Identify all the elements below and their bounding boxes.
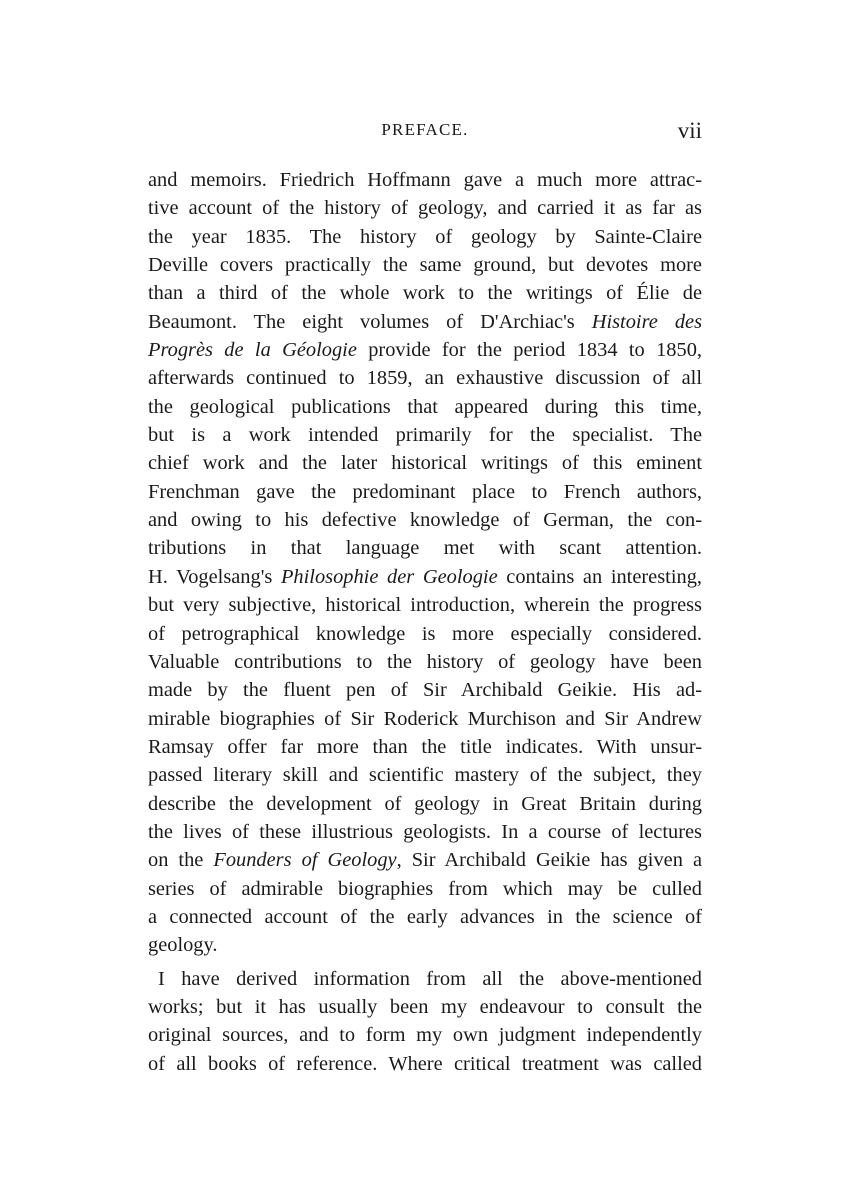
text-line xyxy=(148,620,702,648)
text-run: a connected account of the early advances in the science of xyxy=(148,905,702,928)
text-line xyxy=(148,931,702,959)
text-run: original sources, and to form my own judgment independently xyxy=(148,1024,702,1047)
text-run: the geological publications that appeared during this time, xyxy=(148,395,702,418)
text-run: chief work and the later historical writings of this eminent xyxy=(148,452,702,475)
text-line xyxy=(148,790,702,818)
text-line xyxy=(148,563,702,591)
text-run: Frenchman gave the predominant place to French authors, xyxy=(148,480,702,503)
text-run: than a third of the whole work to the writings of Élie de xyxy=(148,282,702,305)
text-line xyxy=(148,364,702,392)
text-run: provide for the period 1834 to 1850, xyxy=(356,339,702,362)
text-run: contains an interesting, xyxy=(497,565,702,588)
text-run: works; but it has usually been my endeavour to consult the xyxy=(148,995,702,1018)
text-line xyxy=(148,478,702,506)
text-line xyxy=(148,733,702,761)
text-line xyxy=(148,1050,702,1078)
text-run: Deville covers practically the same ground, but devotes more xyxy=(148,254,702,277)
text-run: H. Vogelsang's xyxy=(148,565,281,588)
text-run: the year 1835. The history of geology by Sainte-Claire xyxy=(148,225,702,248)
text-run: of petrographical knowledge is more especially considered. xyxy=(148,622,702,645)
text-run: passed literary skill and scientific mastery of the subject, they xyxy=(148,764,702,787)
text-line xyxy=(148,308,702,336)
text-line xyxy=(148,591,702,619)
text-line xyxy=(148,676,702,704)
text-line xyxy=(148,875,702,903)
text-line xyxy=(148,251,702,279)
text-run: but is a work intended primarily for the specialist. The xyxy=(148,424,702,447)
text-line xyxy=(148,166,702,194)
text-line xyxy=(148,534,702,562)
text-run: afterwards continued to 1859, an exhaustive discussion of all xyxy=(148,367,702,390)
text-line xyxy=(148,421,702,449)
running-title: PREFACE. xyxy=(381,120,469,139)
italic-title: Founders of Geology xyxy=(213,849,397,872)
text-line xyxy=(148,648,702,676)
italic-title: Histoire des xyxy=(591,310,703,333)
text-line xyxy=(148,194,702,222)
running-head xyxy=(148,118,702,148)
text-line xyxy=(148,1021,702,1049)
text-line xyxy=(148,279,702,307)
text-run: on the xyxy=(148,849,214,872)
text-run: describe the development of geology in Great Britain during xyxy=(148,792,702,815)
text-line xyxy=(148,993,702,1021)
text-line xyxy=(148,449,702,477)
text-line xyxy=(148,705,702,733)
text-line xyxy=(148,336,702,364)
text-run: and memoirs. Friedrich Hoffmann gave a much more attrac- xyxy=(148,169,702,191)
text-run: Valuable contributions to the history of geology have been xyxy=(148,650,702,673)
italic-title: Progrès de la Géologie xyxy=(148,339,357,362)
text-run: but very subjective, historical introduction, wherein the progress xyxy=(148,594,702,617)
text-run: tive account of the history of geology, and carried it as far as xyxy=(148,197,702,220)
text-run: tributions in that language met with scant attention. xyxy=(148,537,702,560)
text-line xyxy=(148,846,702,874)
text-run: mirable biographies of Sir Roderick Murchison and Sir Andrew xyxy=(148,707,702,730)
text-line xyxy=(148,223,702,251)
text-run: and owing to his defective knowledge of German, the con- xyxy=(148,509,702,532)
page-number: vii xyxy=(677,118,702,143)
text-line xyxy=(148,761,702,789)
text-run: the lives of these illustrious geologists. In a course of lectures xyxy=(148,820,702,843)
text-line xyxy=(148,903,702,931)
text-run: made by the fluent pen of Sir Archibald Geikie. His ad- xyxy=(148,679,702,702)
text-run: Beaumont. The eight volumes of D'Archiac's xyxy=(148,310,592,333)
text-line xyxy=(148,506,702,534)
text-run: I have derived information from all the above-mentioned xyxy=(158,967,702,990)
text-run: Ramsay offer far more than the title indicates. With unsur- xyxy=(148,735,702,758)
text-run: , Sir Archibald Geikie has given a xyxy=(396,849,703,872)
text-run: series of admirable biographies from which may be culled xyxy=(148,877,702,900)
text-run: of all books of reference. Where critical treatment was called xyxy=(148,1052,702,1075)
text-line xyxy=(148,818,702,846)
text-line xyxy=(148,965,702,993)
text-run: geology. xyxy=(148,934,218,957)
body-text xyxy=(148,166,702,1078)
text-line xyxy=(148,393,702,421)
italic-title: Philosophie der Geologie xyxy=(280,565,498,588)
